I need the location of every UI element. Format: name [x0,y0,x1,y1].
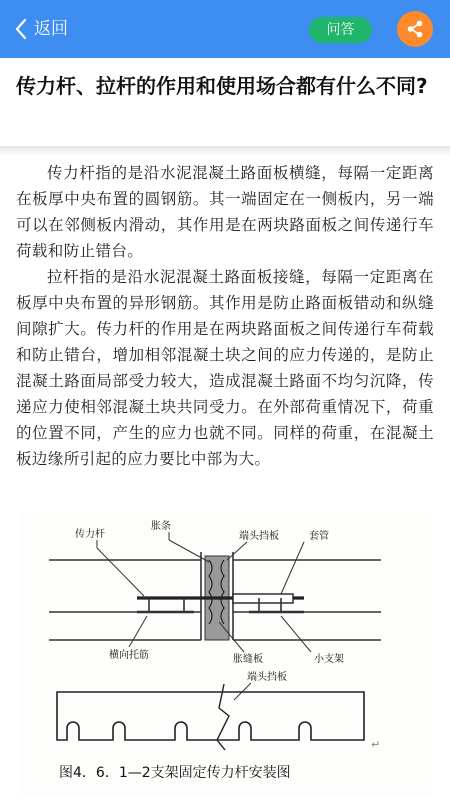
question-title: 传力杆、拉杆的作用和使用场合都有什么不同? [16,74,428,98]
back-label: 返回 [34,19,68,39]
answer-paragraph: 拉杆指的是沿水泥混凝土路面板接缝，每隔一定距离在板厚中央布置的异形钢筋。其作用是防止路面板错动和纵缝间隙扩大。传力杆的作用是在两块路面板之间传递行车荷载和防止错台，增加相邻混凝土块之间的应力传递的，是防止混凝土路面局部受力较大，造成混凝土路面不均匀沉降，传递应力使相邻混凝土块共同受力。在外部荷重情况下，荷重的位置不同，产生的应力也就不同。同样的荷重，在混凝土板边缘所引起的应力要比中部为大。 [16,268,434,468]
figure-caption: 图4．6．1—2支架固定传力杆安装图 [59,765,291,781]
label-cross-support: 横向托筋 [109,650,149,661]
return-mark: ↵ [371,738,381,751]
share-button[interactable] [397,11,433,47]
question-header [0,58,450,146]
dowel-installation-diagram [19,512,433,797]
label-sleeve: 套管 [309,531,329,542]
label-joint-board: 胀缝板 [233,654,263,665]
title-divider [0,146,450,156]
answer-content [16,160,434,472]
label-end-board-2: 端头挡板 [247,672,287,683]
qa-button[interactable]: 问答 [309,17,372,43]
chevron-left-icon [14,18,28,40]
answer-paragraph: 传力杆指的是沿水泥混凝土路面板横缝，每隔一定距离在板厚中央布置的圆钢筋。其一端固定在一侧板内，另一端可以在邻侧板内滑动，其作用是在两块路面板之间传递行车荷载和防止错台。 [16,164,434,260]
top-nav-bar [0,0,450,58]
label-dowel: 传力杆 [75,529,105,540]
installation-figure [19,512,433,797]
label-small-support: 小支架 [314,654,344,665]
label-end-board: 端头挡板 [239,531,279,542]
share-icon [406,20,424,38]
label-strip: 胀条 [151,521,171,532]
back-button[interactable] [14,17,68,41]
